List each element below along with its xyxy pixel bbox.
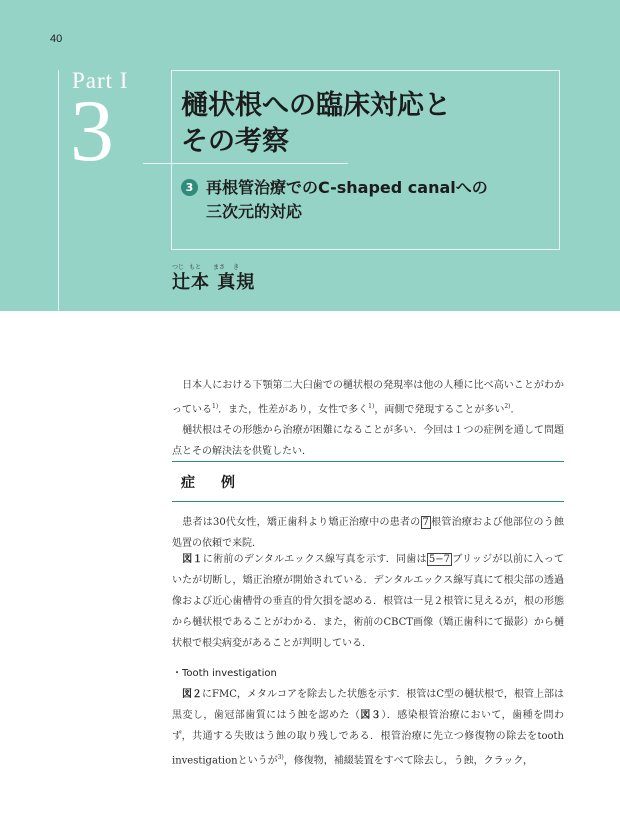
part-number: 3 — [70, 83, 114, 180]
tooth-investigation-paragraph: 図２にFMC，メタルコアを除去した状態を示す．根管はC型の樋状根で，根管上部は黒変し，歯冠部歯質にはう蝕を認めた（図３）．感染根管治療において，歯種を問わず，共通する失敗はう蝕の取り残しである．根管治療に先立つ修復物の除去をtooth investigationというが$^{3)}$，修復物，補綴装置をすべて除去し，う蝕，クラック， — [172, 689, 565, 767]
intro-text — [172, 375, 564, 462]
chapter-title — [181, 88, 451, 160]
figure-ref-1: 図１ — [182, 554, 203, 565]
frame-line-bottom — [171, 249, 560, 250]
figure-ref-3: 図３ — [360, 710, 382, 721]
intro-paragraph-2: 樋状根はその形態から治療が困難になることが多い．今回は１つの症例を通して問題点とその解決法を供覧したい． — [172, 425, 565, 458]
case-paragraph-2: 図１に術前のデンタルエックス線写真を示す．同歯は 5−7 ブリッジが以前に入っていたが切断し，矯正治療が開始されている．デンタルエックス線写真にて根尖部の透過像および近心歯槽骨の垂直的骨欠損を認める．根管は一見２根管に見えるが，根の形態から樋状根であることがわかる．また，術前のCBCT画像（矯正歯科にて撮影）から樋状根で根尖病変があることが判明している． — [172, 554, 565, 649]
author-ruby: き — [233, 264, 240, 271]
frame-line-far-right — [559, 70, 560, 250]
subtitle-number-badge: 3 — [181, 179, 198, 196]
subsection-heading: ・Tooth investigation — [172, 668, 277, 679]
tooth-notation: 7 — [422, 517, 429, 528]
section-rule-top — [172, 461, 564, 462]
page-number: 40 — [50, 33, 63, 45]
intro-paragraph-1: 日本人における下顎第二大臼歯での樋状根の発現率は他の人種に比べ高いことがわかっている$^{1)}$．また，性差があり，女性で多く$^{1)}$，両側で発現することが多い$^{2)}$． — [172, 380, 565, 416]
author-ruby: まさ — [213, 264, 226, 271]
section-rule-bottom — [172, 501, 564, 502]
section-heading: 症 例 — [181, 475, 241, 491]
author-name: 辻本 真規 — [172, 272, 256, 293]
frame-line-left — [58, 70, 59, 311]
case-paragraph-1: 患者は30代女性，矯正歯科より矯正治療中の患者の 7 根管治療および他部位のう蝕処置の依頼で来院． — [172, 517, 565, 549]
tooth-notation: 5−7 — [428, 554, 450, 565]
author-ruby: つじ — [172, 264, 185, 271]
subtitle-line1: 再根管治療でのC-shaped canalへの — [206, 178, 488, 197]
author-ruby: もと — [189, 264, 202, 271]
chapter-title-line1: 樋状根への臨床対応と — [181, 90, 451, 121]
subtitle-line2: 三次元的対応 — [206, 202, 303, 221]
chapter-title-line2: その考察 — [181, 126, 289, 157]
part-label: Part I — [72, 68, 129, 93]
frame-line-right — [171, 70, 172, 250]
figure-ref-2: 図２ — [182, 689, 203, 700]
title-underline — [143, 163, 348, 164]
chapter-subtitle — [181, 176, 488, 224]
frame-line-top — [171, 70, 560, 71]
